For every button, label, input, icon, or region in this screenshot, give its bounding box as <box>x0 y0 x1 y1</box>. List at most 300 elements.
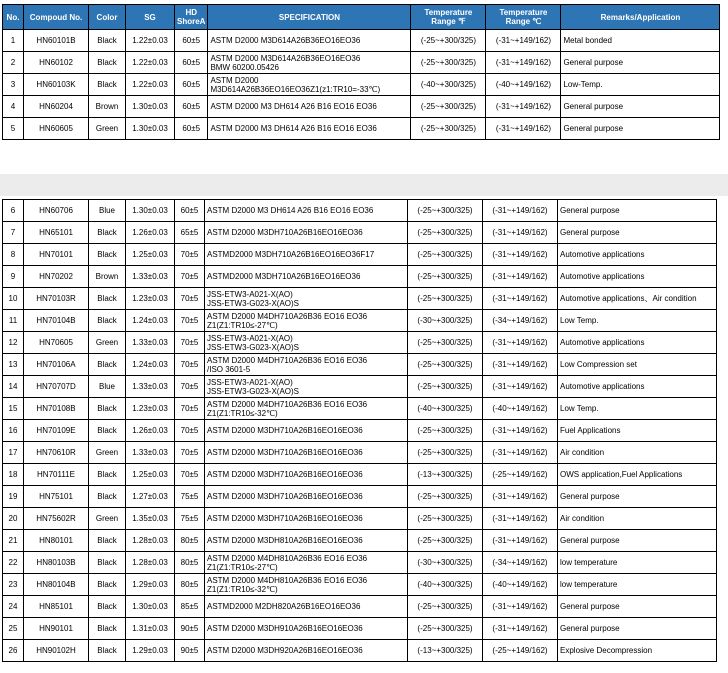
cell-no: 24 <box>3 596 24 618</box>
cell-compound: HN70103R <box>24 288 89 310</box>
compound-table-top <box>2 4 720 140</box>
cell-spec <box>205 376 408 398</box>
cell-spec <box>205 618 408 640</box>
cell-no: 12 <box>3 332 24 354</box>
cell-compound: HN65101 <box>24 222 89 244</box>
table-body-top <box>3 30 720 140</box>
cell-remarks: Air condition <box>558 442 717 464</box>
spec-line: ASTM D2000 M3DH810A26B16EO16EO36 <box>207 536 363 545</box>
table-row <box>3 596 717 618</box>
cell-spec <box>205 398 408 420</box>
cell-color: Brown <box>89 96 126 118</box>
cell-temp-f: (-25~+300/325) <box>408 266 483 288</box>
cell-color: Black <box>89 222 126 244</box>
cell-no: 15 <box>3 398 24 420</box>
spec-line: Z1(Z1:TR10≤-32℃) <box>207 408 278 418</box>
cell-temp-f: (-25~+300/325) <box>408 222 483 244</box>
cell-temp-c: (-31~+149/162) <box>483 420 558 442</box>
table-row <box>3 244 717 266</box>
cell-color: Brown <box>89 266 126 288</box>
cell-color: Black <box>89 398 126 420</box>
cell-spec <box>208 118 411 140</box>
cell-spec <box>205 200 408 222</box>
cell-compound: HN80101 <box>24 530 89 552</box>
cell-sg: 1.30±0.03 <box>126 96 175 118</box>
cell-remarks: General purpose <box>558 486 717 508</box>
cell-temp-c: (-31~+149/162) <box>483 222 558 244</box>
table-row <box>3 486 717 508</box>
cell-spec <box>205 596 408 618</box>
cell-remarks: General purpose <box>558 596 717 618</box>
header-spec: SPECIFICATION <box>208 5 411 30</box>
table-row <box>3 530 717 552</box>
spec-line: ASTMD2000 M3DH710A26B16EO16EO36F17 <box>207 250 375 259</box>
cell-remarks: Low Temp. <box>558 398 717 420</box>
cell-temp-c: (-34~+149/162) <box>483 310 558 332</box>
cell-compound: HN90101 <box>24 618 89 640</box>
cell-compound: HN70101 <box>24 244 89 266</box>
cell-color: Black <box>89 30 126 52</box>
cell-no: 6 <box>3 200 24 222</box>
cell-compound: HN70104B <box>24 310 89 332</box>
cell-no: 11 <box>3 310 24 332</box>
cell-spec <box>205 354 408 376</box>
cell-temp-f: (-25~+300/325) <box>411 96 486 118</box>
table-row <box>3 200 717 222</box>
cell-hd: 60±5 <box>175 52 208 74</box>
cell-hd: 70±5 <box>175 398 205 420</box>
table-row <box>3 508 717 530</box>
spec-line: ASTM D2000 M3DH920A26B16EO16EO36 <box>207 646 363 655</box>
cell-color: Black <box>89 530 126 552</box>
cell-temp-c: (-31~+149/162) <box>486 118 561 140</box>
cell-color: Black <box>89 618 126 640</box>
cell-temp-f: (-25~+300/325) <box>408 420 483 442</box>
cell-hd: 80±5 <box>175 552 205 574</box>
cell-temp-f: (-25~+300/325) <box>408 200 483 222</box>
spec-line: ASTM D2000 <box>210 75 259 85</box>
cell-temp-c: (-31~+149/162) <box>483 618 558 640</box>
cell-remarks: Automotive applications、Air condition <box>558 288 717 310</box>
cell-color: Black <box>89 420 126 442</box>
cell-color: Black <box>89 244 126 266</box>
table-row <box>3 288 717 310</box>
cell-compound: HN70109E <box>24 420 89 442</box>
cell-temp-f: (-30~+300/325) <box>408 552 483 574</box>
table-row <box>3 52 720 74</box>
cell-spec <box>208 30 411 52</box>
cell-remarks: General purpose <box>561 96 720 118</box>
cell-no: 2 <box>3 52 24 74</box>
cell-no: 14 <box>3 376 24 398</box>
table-row <box>3 222 717 244</box>
cell-hd: 70±5 <box>175 464 205 486</box>
cell-spec <box>205 530 408 552</box>
cell-remarks: OWS application,Fuel Applications <box>558 464 717 486</box>
cell-color: Blue <box>89 376 126 398</box>
cell-no: 26 <box>3 640 24 662</box>
cell-temp-c: (-40~+149/162) <box>483 398 558 420</box>
cell-color: Black <box>89 596 126 618</box>
cell-compound: HN70605 <box>24 332 89 354</box>
cell-temp-c: (-31~+149/162) <box>486 30 561 52</box>
spec-line: ASTM D2000 M3 DH614 A26 B16 EO16 EO36 <box>210 124 377 133</box>
cell-temp-c: (-31~+149/162) <box>483 596 558 618</box>
cell-temp-c: (-25~+149/162) <box>483 640 558 662</box>
header-sg: SG <box>126 5 175 30</box>
cell-compound: HN80104B <box>24 574 89 596</box>
cell-temp-f: (-25~+300/325) <box>408 376 483 398</box>
cell-no: 3 <box>3 74 24 96</box>
cell-color: Green <box>89 508 126 530</box>
cell-sg: 1.33±0.03 <box>126 332 175 354</box>
cell-spec <box>205 266 408 288</box>
cell-spec <box>208 96 411 118</box>
cell-remarks: Automotive applications <box>558 376 717 398</box>
cell-sg: 1.25±0.03 <box>126 244 175 266</box>
cell-remarks: General purpose <box>558 618 717 640</box>
cell-color: Black <box>89 640 126 662</box>
cell-temp-c: (-40~+149/162) <box>483 574 558 596</box>
cell-sg: 1.22±0.03 <box>126 52 175 74</box>
cell-temp-f: (-25~+300/325) <box>411 30 486 52</box>
header-temp-f: Temperature Range ℉ <box>411 5 486 30</box>
cell-color: Black <box>89 464 126 486</box>
cell-sg: 1.33±0.03 <box>126 266 175 288</box>
spec-line: JSS-ETW3-G023-X(AO)S <box>207 298 300 308</box>
cell-compound: HN75602R <box>24 508 89 530</box>
cell-temp-c: (-31~+149/162) <box>483 200 558 222</box>
cell-remarks: Automotive applications <box>558 332 717 354</box>
cell-sg: 1.28±0.03 <box>126 530 175 552</box>
spec-line: JSS-ETW3-A021-X(AO) <box>207 333 293 343</box>
spec-line: ASTM D2000 M3D614A26B36EO16EO36 <box>210 36 361 45</box>
cell-temp-f: (-25~+300/325) <box>408 354 483 376</box>
cell-color: Green <box>89 118 126 140</box>
cell-remarks: Automotive applications <box>558 244 717 266</box>
cell-remarks: Metal bonded <box>561 30 720 52</box>
spec-line: Z1(Z1:TR10≤-27℃) <box>207 320 278 330</box>
cell-temp-f: (-40~+300/325) <box>408 398 483 420</box>
spec-line: ASTMD2000 M2DH820A26B16EO16EO36 <box>207 602 361 611</box>
header-temp-c: Temperature Range ℃ <box>486 5 561 30</box>
cell-sg: 1.33±0.03 <box>126 442 175 464</box>
cell-spec <box>205 486 408 508</box>
cell-color: Blue <box>89 200 126 222</box>
cell-sg: 1.28±0.03 <box>126 552 175 574</box>
spec-line: ASTM D2000 M4DH810A26B36 EO16 EO36 <box>207 553 368 563</box>
cell-temp-c: (-31~+149/162) <box>483 530 558 552</box>
spec-line: ASTM D2000 M3DH710A26B16EO16EO36 <box>207 228 363 237</box>
cell-spec <box>205 508 408 530</box>
cell-temp-f: (-25~+300/325) <box>411 52 486 74</box>
cell-hd: 70±5 <box>175 376 205 398</box>
cell-hd: 60±5 <box>175 74 208 96</box>
cell-temp-c: (-31~+149/162) <box>483 354 558 376</box>
cell-temp-f: (-25~+300/325) <box>408 442 483 464</box>
table-row <box>3 552 717 574</box>
cell-color: Black <box>89 574 126 596</box>
cell-remarks: General purpose <box>561 118 720 140</box>
cell-temp-c: (-31~+149/162) <box>486 52 561 74</box>
cell-temp-f: (-25~+300/325) <box>408 508 483 530</box>
header-hd: HD ShoreA <box>175 5 208 30</box>
spec-line: ASTM D2000 M3DH710A26B16EO16EO36 <box>207 426 363 435</box>
spec-line: ASTM D2000 M3DH710A26B16EO16EO36 <box>207 514 363 523</box>
cell-sg: 1.26±0.03 <box>126 420 175 442</box>
cell-temp-f: (-25~+300/325) <box>408 530 483 552</box>
cell-no: 16 <box>3 420 24 442</box>
spec-line: ASTM D2000 M3DH710A26B16EO16EO36 <box>207 448 363 457</box>
cell-hd: 90±5 <box>175 618 205 640</box>
cell-compound: HN60103K <box>24 74 89 96</box>
cell-sg: 1.29±0.03 <box>126 640 175 662</box>
cell-sg: 1.30±0.03 <box>126 118 175 140</box>
header-no: No. <box>3 5 24 30</box>
cell-temp-c: (-40~+149/162) <box>486 74 561 96</box>
spec-line: ASTM D2000 M4DH810A26B36 EO16 EO36 <box>207 575 368 585</box>
cell-color: Black <box>89 552 126 574</box>
cell-no: 19 <box>3 486 24 508</box>
cell-temp-c: (-31~+149/162) <box>483 266 558 288</box>
cell-spec <box>205 640 408 662</box>
spec-line: ASTM D2000 M3DH710A26B16EO16EO36 <box>207 470 363 479</box>
cell-color: Green <box>89 332 126 354</box>
cell-hd: 90±5 <box>175 640 205 662</box>
cell-sg: 1.33±0.03 <box>126 376 175 398</box>
cell-hd: 70±5 <box>175 310 205 332</box>
cell-remarks: General purpose <box>558 200 717 222</box>
cell-color: Green <box>89 442 126 464</box>
cell-sg: 1.26±0.03 <box>126 222 175 244</box>
cell-temp-f: (-25~+300/325) <box>408 618 483 640</box>
cell-sg: 1.23±0.03 <box>126 398 175 420</box>
header-color: Color <box>89 5 126 30</box>
spec-line: Z1(Z1:TR10≤-32℃) <box>207 584 278 594</box>
cell-no: 1 <box>3 30 24 52</box>
spec-line: JSS-ETW3-A021-X(AO) <box>207 377 293 387</box>
cell-sg: 1.35±0.03 <box>126 508 175 530</box>
cell-hd: 60±5 <box>175 200 205 222</box>
cell-remarks: Automotive applications <box>558 266 717 288</box>
cell-temp-f: (-25~+300/325) <box>408 486 483 508</box>
cell-color: Black <box>89 354 126 376</box>
cell-color: Black <box>89 52 126 74</box>
cell-compound: HN70707D <box>24 376 89 398</box>
cell-temp-c: (-31~+149/162) <box>483 376 558 398</box>
header-compound: Compoud No. <box>24 5 89 30</box>
cell-remarks: low temperature <box>558 574 717 596</box>
cell-sg: 1.31±0.03 <box>126 618 175 640</box>
cell-no: 5 <box>3 118 24 140</box>
table-row <box>3 266 717 288</box>
cell-temp-f: (-40~+300/325) <box>408 574 483 596</box>
spec-line: ASTM D2000 M3DH710A26B16EO16EO36 <box>207 492 363 501</box>
cell-temp-f: (-25~+300/325) <box>411 118 486 140</box>
compound-table-bottom <box>2 199 717 662</box>
cell-spec <box>205 464 408 486</box>
table-row <box>3 376 717 398</box>
spec-line: ASTM D2000 M4DH710A26B36 EO16 EO36 <box>207 399 368 409</box>
cell-remarks: Low Compression set <box>558 354 717 376</box>
table-row <box>3 464 717 486</box>
cell-hd: 85±5 <box>175 596 205 618</box>
cell-compound: HN70202 <box>24 266 89 288</box>
cell-remarks: Low-Temp. <box>561 74 720 96</box>
cell-remarks: General purpose <box>558 222 717 244</box>
table-row <box>3 96 720 118</box>
cell-temp-c: (-31~+149/162) <box>483 332 558 354</box>
cell-compound: HN80103B <box>24 552 89 574</box>
cell-sg: 1.29±0.03 <box>126 574 175 596</box>
cell-color: Black <box>89 310 126 332</box>
cell-hd: 70±5 <box>175 266 205 288</box>
spec-line: /ISO 3601-5 <box>207 364 251 374</box>
cell-no: 25 <box>3 618 24 640</box>
cell-remarks: Explosive Decompression <box>558 640 717 662</box>
cell-hd: 80±5 <box>175 574 205 596</box>
table-body-bottom <box>3 200 717 662</box>
cell-remarks: Fuel Applications <box>558 420 717 442</box>
cell-spec <box>205 244 408 266</box>
cell-compound: HN70610R <box>24 442 89 464</box>
table-row <box>3 420 717 442</box>
table-row <box>3 398 717 420</box>
cell-temp-f: (-25~+300/325) <box>408 332 483 354</box>
table-row <box>3 618 717 640</box>
table-row <box>3 574 717 596</box>
cell-sg: 1.25±0.03 <box>126 464 175 486</box>
cell-temp-f: (-13~+300/325) <box>408 464 483 486</box>
cell-hd: 60±5 <box>175 30 208 52</box>
cell-sg: 1.24±0.03 <box>126 354 175 376</box>
page-break-band <box>0 174 728 196</box>
cell-hd: 70±5 <box>175 288 205 310</box>
cell-temp-c: (-34~+149/162) <box>483 552 558 574</box>
cell-compound: HN60102 <box>24 52 89 74</box>
spec-line: Z1(Z1:TR10≤-27℃) <box>207 562 278 572</box>
cell-sg: 1.22±0.03 <box>126 74 175 96</box>
cell-spec <box>205 332 408 354</box>
cell-spec <box>205 310 408 332</box>
cell-no: 17 <box>3 442 24 464</box>
cell-no: 10 <box>3 288 24 310</box>
cell-no: 21 <box>3 530 24 552</box>
cell-spec <box>205 420 408 442</box>
cell-color: Black <box>89 288 126 310</box>
cell-no: 20 <box>3 508 24 530</box>
cell-compound: HN60204 <box>24 96 89 118</box>
spec-line: JSS-ETW3-G023-X(AO)S <box>207 342 300 352</box>
cell-temp-c: (-31~+149/162) <box>483 508 558 530</box>
table-row <box>3 118 720 140</box>
cell-temp-f: (-25~+300/325) <box>408 244 483 266</box>
cell-sg: 1.22±0.03 <box>126 30 175 52</box>
cell-remarks: General purpose <box>558 530 717 552</box>
cell-hd: 60±5 <box>175 118 208 140</box>
cell-compound: HN70108B <box>24 398 89 420</box>
cell-spec <box>208 52 411 74</box>
spec-line: M3D614A26B36EO16EO36Z1(z1:TR10=-33℃) <box>210 84 381 94</box>
cell-compound: HN90102H <box>24 640 89 662</box>
cell-no: 23 <box>3 574 24 596</box>
spec-line: ASTM D2000 M3DH910A26B16EO16EO36 <box>207 624 363 633</box>
cell-temp-f: (-30~+300/325) <box>408 310 483 332</box>
cell-color: Black <box>89 74 126 96</box>
spec-line: JSS-ETW3-G023-X(AO)S <box>207 386 300 396</box>
table-header-row <box>3 5 720 30</box>
header-remarks: Remarks/Application <box>561 5 720 30</box>
cell-temp-c: (-31~+149/162) <box>483 288 558 310</box>
cell-sg: 1.30±0.03 <box>126 200 175 222</box>
spec-line: ASTM D2000 M3 DH614 A26 B16 EO16 EO36 <box>210 102 377 111</box>
table-row <box>3 640 717 662</box>
cell-remarks: Low Temp. <box>558 310 717 332</box>
cell-spec <box>205 288 408 310</box>
cell-temp-f: (-40~+300/325) <box>411 74 486 96</box>
cell-no: 13 <box>3 354 24 376</box>
cell-no: 22 <box>3 552 24 574</box>
cell-compound: HN60101B <box>24 30 89 52</box>
cell-no: 4 <box>3 96 24 118</box>
spec-line: ASTMD2000 M3DH710A26B16EO16EO36 <box>207 272 361 281</box>
cell-sg: 1.23±0.03 <box>126 288 175 310</box>
cell-compound: HN60706 <box>24 200 89 222</box>
cell-no: 7 <box>3 222 24 244</box>
cell-hd: 70±5 <box>175 332 205 354</box>
page-gap <box>0 144 728 174</box>
cell-spec <box>205 574 408 596</box>
cell-spec <box>205 222 408 244</box>
spec-line: ASTM D2000 M4DH710A26B36 EO16 EO36 <box>207 311 368 321</box>
cell-hd: 70±5 <box>175 244 205 266</box>
cell-remarks: Air condition <box>558 508 717 530</box>
table-row <box>3 354 717 376</box>
cell-hd: 60±5 <box>175 96 208 118</box>
cell-remarks: low temperature <box>558 552 717 574</box>
spec-line: BMW 60200.05426 <box>210 62 279 72</box>
cell-temp-c: (-31~+149/162) <box>483 244 558 266</box>
cell-temp-f: (-25~+300/325) <box>408 288 483 310</box>
cell-hd: 80±5 <box>175 530 205 552</box>
cell-no: 18 <box>3 464 24 486</box>
cell-compound: HN70106A <box>24 354 89 376</box>
cell-hd: 70±5 <box>175 354 205 376</box>
cell-hd: 70±5 <box>175 442 205 464</box>
cell-sg: 1.30±0.03 <box>126 596 175 618</box>
cell-spec <box>205 442 408 464</box>
cell-hd: 75±5 <box>175 486 205 508</box>
cell-temp-c: (-31~+149/162) <box>486 96 561 118</box>
table-row <box>3 332 717 354</box>
spec-line: JSS-ETW3-A021-X(AO) <box>207 289 293 299</box>
cell-no: 8 <box>3 244 24 266</box>
cell-compound: HN70111E <box>24 464 89 486</box>
cell-hd: 75±5 <box>175 508 205 530</box>
cell-compound: HN75101 <box>24 486 89 508</box>
cell-temp-f: (-13~+300/325) <box>408 640 483 662</box>
cell-spec <box>208 74 411 96</box>
cell-hd: 70±5 <box>175 420 205 442</box>
spec-line: ASTM D2000 M3D614A26B36EO16EO36 <box>210 53 361 63</box>
spec-line: ASTM D2000 M3 DH614 A26 B16 EO16 EO36 <box>207 206 374 215</box>
table-row <box>3 442 717 464</box>
cell-color: Black <box>89 486 126 508</box>
cell-sg: 1.27±0.03 <box>126 486 175 508</box>
table-row <box>3 30 720 52</box>
cell-temp-c: (-31~+149/162) <box>483 442 558 464</box>
cell-temp-f: (-25~+300/325) <box>408 596 483 618</box>
